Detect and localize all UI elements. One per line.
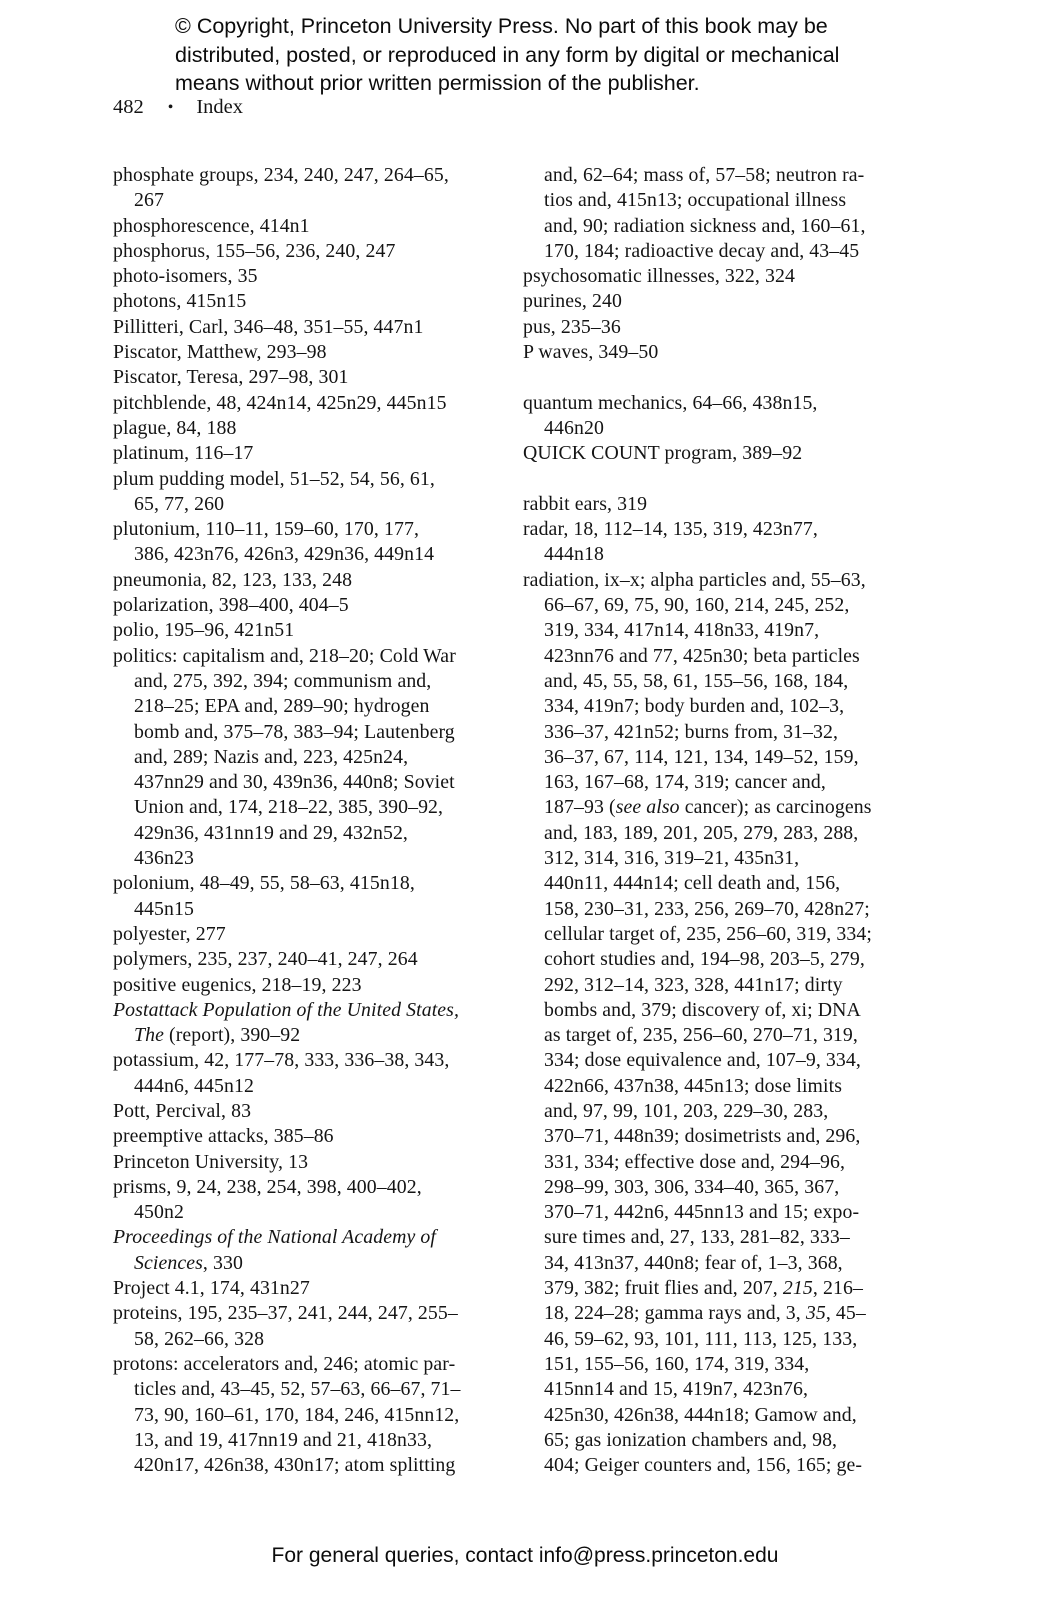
index-line: 151, 155–56, 160, 174, 319, 334, xyxy=(544,1352,810,1375)
footer-contact: For general queries, contact info@press.princeton.edu xyxy=(271,1544,779,1567)
index-line: 187–93 (see also cancer); as carcinogens xyxy=(544,796,872,819)
index-line: 319, 334, 417n14, 418n33, 419n7, xyxy=(544,619,820,642)
index-line: 58, 262–66, 328 xyxy=(134,1327,265,1350)
copyright-notice xyxy=(175,12,935,98)
index-line: 445n15 xyxy=(134,897,194,920)
index-line: positive eugenics, 218–19, 223 xyxy=(113,973,362,996)
index-line: photo-isomers, 35 xyxy=(113,265,258,288)
index-line: 218–25; EPA and, 289–90; hydrogen xyxy=(134,695,430,718)
index-line: polymers, 235, 237, 240–41, 247, 264 xyxy=(113,948,418,971)
index-line: protons: accelerators and, 246; atomic par- xyxy=(113,1352,456,1375)
index-line: 65, 77, 260 xyxy=(134,492,225,515)
index-line: radiation, ix–x; alpha particles and, 55–63, xyxy=(523,568,866,591)
copyright-line: © Copyright, Princeton University Press. No part of this book may be xyxy=(175,14,828,38)
index-line: QUICK COUNT program, 389–92 xyxy=(523,442,803,465)
index-line: 334; dose equivalence and, 107–9, 334, xyxy=(544,1049,861,1072)
index-line: 46, 59–62, 93, 101, 111, 113, 125, 133, xyxy=(544,1327,858,1350)
italic-text: Proceedings of the National Academy of xyxy=(113,1226,436,1249)
index-line: psychosomatic illnesses, 322, 324 xyxy=(523,265,795,288)
index-line: sure times and, 27, 133, 281–82, 333– xyxy=(544,1226,850,1249)
index-line: potassium, 42, 177–78, 333, 336–38, 343, xyxy=(113,1049,450,1072)
index-line: 267 xyxy=(134,189,164,212)
index-line: politics: capitalism and, 218–20; Cold War xyxy=(113,644,456,667)
index-line: 440n11, 444n14; cell death and, 156, xyxy=(544,872,841,895)
index-line: The (report), 390–92 xyxy=(134,1024,301,1047)
index-line: Union and, 174, 218–22, 385, 390–92, xyxy=(134,796,444,819)
index-line: 334, 419n7; body burden and, 102–3, xyxy=(544,695,845,718)
index-line: phosphate groups, 234, 240, 247, 264–65, xyxy=(113,164,449,186)
index-line: Project 4.1, 174, 431n27 xyxy=(113,1277,310,1300)
index-line: bombs and, 379; discovery of, xi; DNA xyxy=(544,998,861,1021)
index-line: P waves, 349–50 xyxy=(523,341,659,364)
index-line: 370–71, 442n6, 445nn13 and 15; expo- xyxy=(544,1201,860,1224)
index-line: 379, 382; fruit flies and, 207, 215, 216– xyxy=(544,1277,863,1300)
blank-line xyxy=(523,365,935,390)
index-line: 444n6, 445n12 xyxy=(134,1074,254,1097)
index-line: and, 289; Nazis and, 223, 425n24, xyxy=(134,745,409,768)
index-line: as target of, 235, 256–60, 270–71, 319, xyxy=(544,1024,858,1047)
index-line: and, 97, 99, 101, 203, 229–30, 283, xyxy=(544,1099,829,1122)
index-line: bomb and, 375–78, 383–94; Lautenberg xyxy=(134,720,455,743)
index-line: photons, 415n15 xyxy=(113,290,247,313)
index-line: 13, and 19, 417nn19 and 21, 418n33, xyxy=(134,1428,432,1451)
index-line: 404; Geiger counters and, 156, 165; ge- xyxy=(544,1454,863,1477)
section-title: Index xyxy=(196,96,244,118)
index-line: 18, 224–28; gamma rays and, 3, 35, 45– xyxy=(544,1302,866,1325)
index-line: phosphorus, 155–56, 236, 240, 247 xyxy=(113,239,396,262)
index-line: and, 90; radiation sickness and, 160–61, xyxy=(544,214,866,237)
index-line: 36–37, 67, 114, 121, 134, 149–52, 159, xyxy=(544,745,859,768)
index-line: Piscator, Matthew, 293–98 xyxy=(113,341,327,364)
index-line: Pott, Percival, 83 xyxy=(113,1099,252,1122)
index-line: Pillitteri, Carl, 346–48, 351–55, 447n1 xyxy=(113,315,424,338)
index-line: polio, 195–96, 421n51 xyxy=(113,619,295,642)
index-line xyxy=(113,998,525,1023)
italic-text: Postattack Population of the United States, xyxy=(113,998,460,1021)
page-number: 482 xyxy=(113,96,144,118)
index-line: 436n23 xyxy=(134,847,194,870)
italic-text: see also xyxy=(615,796,680,819)
index-line: 298–99, 303, 306, 334–40, 365, 367, xyxy=(544,1175,840,1198)
index-line: 423nn76 and 77, 425n30; beta particles xyxy=(544,644,860,667)
index-line: and, 62–64; mass of, 57–58; neutron ra- xyxy=(544,164,865,186)
index-line: quantum mechanics, 64–66, 438n15, xyxy=(523,391,818,414)
index-line: tios and, 415n13; occupational illness xyxy=(544,189,847,212)
italic-text: The xyxy=(134,1024,164,1047)
index-line: 312, 314, 316, 319–21, 435n31, xyxy=(544,847,800,870)
index-line: pus, 235–36 xyxy=(523,315,621,338)
index-line: and, 275, 392, 394; communism and, xyxy=(134,669,432,692)
index-line: pitchblende, 48, 424n14, 425n29, 445n15 xyxy=(113,391,447,414)
index-line: proteins, 195, 235–37, 241, 244, 247, 255– xyxy=(113,1302,458,1325)
index-column-left xyxy=(113,163,525,1478)
index-line: radar, 18, 112–14, 135, 319, 423n77, xyxy=(523,518,818,541)
index-line: 386, 423n76, 426n3, 429n36, 449n14 xyxy=(134,543,435,566)
index-line: cohort studies and, 194–98, 203–5, 279, xyxy=(544,948,865,971)
index-line: polarization, 398–400, 404–5 xyxy=(113,594,349,617)
index-line: 292, 312–14, 323, 328, 441n17; dirty xyxy=(544,973,843,996)
index-line: purines, 240 xyxy=(523,290,622,313)
index-line: 336–37, 421n52; burns from, 31–32, xyxy=(544,720,839,743)
index-line: Sciences, 330 xyxy=(134,1251,243,1274)
index-line: 429n36, 431nn19 and 29, 432n52, xyxy=(134,821,408,844)
index-line: 420n17, 426n38, 430n17; atom splitting xyxy=(134,1454,456,1477)
index-line: 170, 184; radioactive decay and, 43–45 xyxy=(544,239,860,262)
index-line: 425n30, 426n38, 444n18; Gamow and, xyxy=(544,1403,857,1426)
copyright-line: means without prior written permission of the publisher. xyxy=(175,71,700,95)
index-line: 370–71, 448n39; dosimetrists and, 296, xyxy=(544,1125,861,1148)
index-line: plum pudding model, 51–52, 54, 56, 61, xyxy=(113,467,435,490)
italic-text: 215 xyxy=(782,1277,813,1300)
index-line: Piscator, Teresa, 297–98, 301 xyxy=(113,366,349,389)
index-column-right xyxy=(523,163,935,1478)
index-line: 158, 230–31, 233, 256, 269–70, 428n27; xyxy=(544,897,870,920)
index-line: 66–67, 69, 75, 90, 160, 214, 245, 252, xyxy=(544,594,850,617)
index-line: phosphorescence, 414n1 xyxy=(113,214,310,237)
italic-text: Sciences xyxy=(134,1251,203,1274)
index-line xyxy=(113,1225,525,1250)
index-line: cellular target of, 235, 256–60, 319, 334; xyxy=(544,922,872,945)
index-line: 65; gas ionization chambers and, 98, xyxy=(544,1428,838,1451)
italic-text: 35 xyxy=(805,1302,826,1325)
index-line: 415nn14 and 15, 419n7, 423n76, xyxy=(544,1378,808,1401)
index-line: platinum, 116–17 xyxy=(113,442,254,465)
index-line: ticles and, 43–45, 52, 57–63, 66–67, 71– xyxy=(134,1378,461,1401)
index-line: 444n18 xyxy=(544,543,604,566)
index-line: prisms, 9, 24, 238, 254, 398, 400–402, xyxy=(113,1175,422,1198)
index-line: 437nn29 and 30, 439n36, 440n8; Soviet xyxy=(134,771,455,794)
index-line: Princeton University, 13 xyxy=(113,1150,309,1173)
index-line: 34, 413n37, 440n8; fear of, 1–3, 368, xyxy=(544,1251,843,1274)
blank-line xyxy=(523,467,935,492)
index-line: preemptive attacks, 385–86 xyxy=(113,1125,334,1148)
index-line: and, 183, 189, 201, 205, 279, 283, 288, xyxy=(544,821,859,844)
index-line: 163, 167–68, 174, 319; cancer and, xyxy=(544,771,826,794)
index-line: 446n20 xyxy=(544,416,604,439)
index-line: pneumonia, 82, 123, 133, 248 xyxy=(113,568,353,591)
index-line: 331, 334; effective dose and, 294–96, xyxy=(544,1150,846,1173)
index-line: polonium, 48–49, 55, 58–63, 415n18, xyxy=(113,872,415,895)
index-line: 450n2 xyxy=(134,1201,184,1224)
index-line: rabbit ears, 319 xyxy=(523,492,648,515)
index-line: polyester, 277 xyxy=(113,922,226,945)
index-line: 73, 90, 160–61, 170, 184, 246, 415nn12, xyxy=(134,1403,460,1426)
index-line: and, 45, 55, 58, 61, 155–56, 168, 184, xyxy=(544,669,849,692)
index-line: plutonium, 110–11, 159–60, 170, 177, xyxy=(113,518,419,541)
copyright-line: distributed, posted, or reproduced in any form by digital or mechanical xyxy=(175,42,840,67)
index-line: plague, 84, 188 xyxy=(113,416,237,439)
index-line: 422n66, 437n38, 445n13; dose limits xyxy=(544,1074,843,1097)
running-head xyxy=(113,96,243,119)
bullet-separator: • xyxy=(167,99,174,116)
